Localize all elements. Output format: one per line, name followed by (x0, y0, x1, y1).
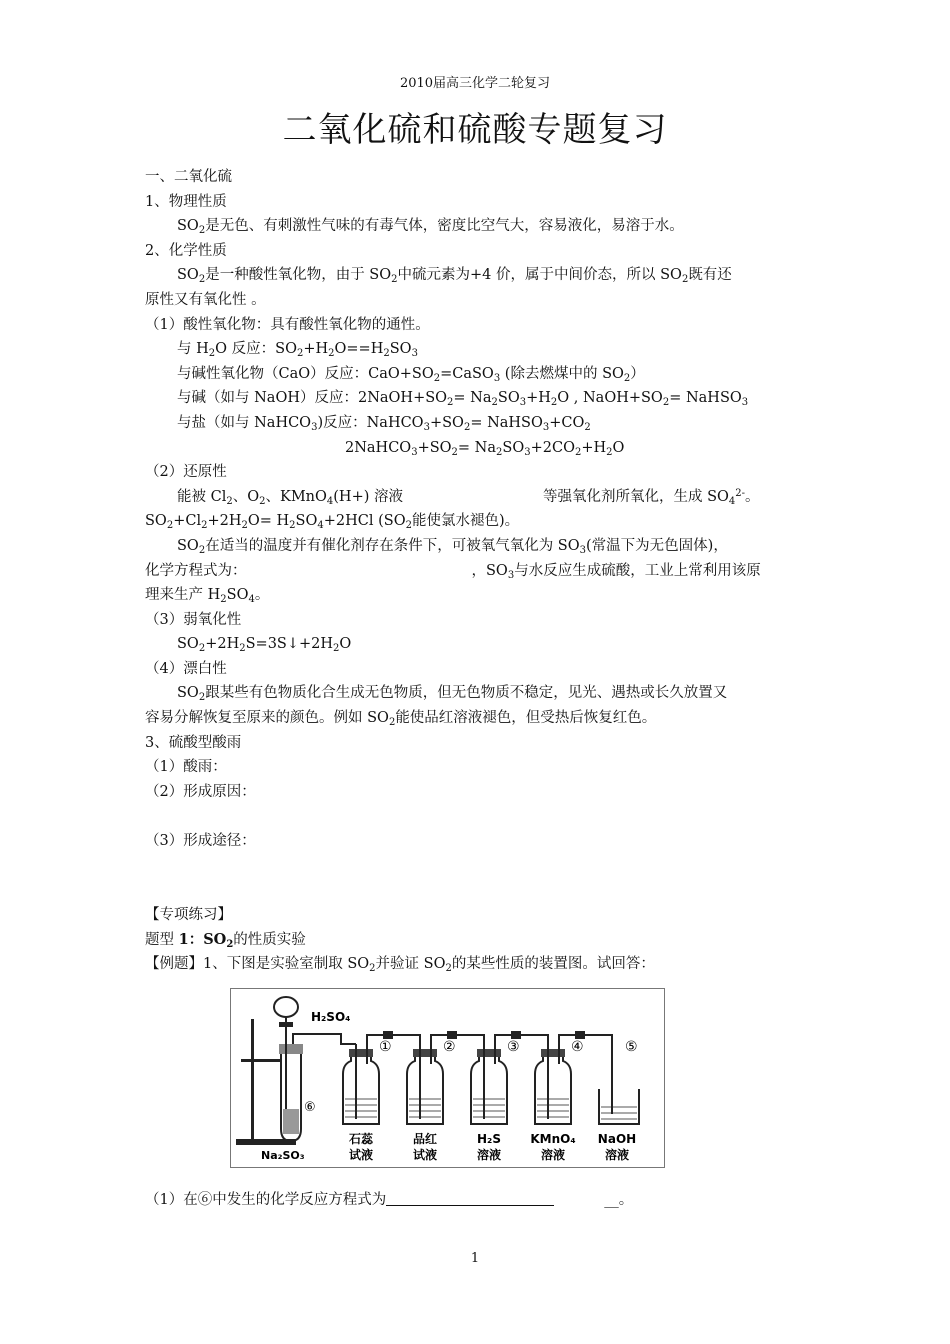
connector-tube (367, 1035, 420, 1044)
bottle-label: KMnO₄ (530, 1132, 576, 1146)
bleach-line-2: 容易分解恢复至原来的颜色。例如 $SO_2$能使品红溶液褪色，但受热后恢复红色。 (145, 710, 657, 729)
bottle-label: 石蕊 (348, 1132, 374, 1146)
equation-naoh: 与碱（如与 NaOH）反应：$2NaOH+SO_2= Na_2SO_3+H_2O$ , $NaOH+SO_2=$ NaHSO$_3$ (177, 390, 749, 409)
reduction-line-2: $SO_2+Cl_2+2H_2O= H_2SO_4+2HCl$ ($SO_2$能使氯水褪色)。 (145, 513, 520, 532)
subsection-heading: 2、化学性质 (145, 242, 227, 259)
wash-bottle (471, 1055, 507, 1124)
answer-blank[interactable] (386, 1191, 554, 1206)
na2so3-solid (283, 1109, 299, 1134)
blank-space (145, 854, 810, 903)
equation-cao: 与碱性氧化物（CaO）反应：$CaO+SO_2=CaSO_3$ (除去燃煤中的 $SO_2$） (177, 365, 645, 384)
reduction-line-1: 能被 $Cl_2$、$O_2$、KMnO$_4$(H+) 溶液 等强氧化剂所氧化，生成 $SO_4^{2-}$。 (177, 487, 760, 507)
apparatus-figure (230, 988, 665, 1168)
rubber-joint (511, 1031, 521, 1039)
bottle-number: ④ (571, 1039, 584, 1055)
flask-stopper (279, 1044, 303, 1054)
document-body (145, 165, 810, 977)
equation-salt: 与盐（如与 NaHCO$_3$)反应：$NaHCO_3+SO_2=$ $NaHSO_3+CO_2$ (177, 414, 591, 433)
bottle-number: ⑤ (625, 1039, 638, 1055)
bottle-stopper (541, 1049, 565, 1057)
wash-bottle (343, 1055, 379, 1124)
practice-heading: 【专项练习】 (145, 907, 232, 924)
question-type: 题型 1：$SO_2$的性质实验 (145, 930, 306, 950)
rubber-joint (447, 1031, 457, 1039)
acid-rain-item: （3）形成途径： (145, 833, 256, 850)
item-heading: （2）还原性 (145, 464, 227, 481)
question-1: （1）在⑥中发生的化学反应方程式为 __。 (145, 1192, 634, 1208)
paragraph-chemical-cont: 原性又有氧化性 。 (145, 291, 266, 308)
wash-bottle (535, 1055, 571, 1124)
bottle-stopper (413, 1049, 437, 1057)
bottle-label: H₂S (477, 1132, 501, 1146)
acid-rain-item: （2）形成原因： (145, 783, 256, 800)
bottle-label: NaOH (597, 1132, 637, 1146)
question-area (145, 1188, 810, 1213)
reduction-line-4: 化学方程式为： ，$SO_3$与水反应生成硫酸，工业上常利用该原 (145, 562, 761, 581)
item-heading: （1）酸性氧化物：具有酸性氧化物的通性。 (145, 316, 430, 333)
example-intro: 【例题】1、下图是实验室制取 $SO_2$并验证 $SO_2$的某些性质的装置图。试回答： (145, 956, 655, 975)
item-heading: （3）弱氧化性 (145, 611, 242, 628)
blank-space (145, 804, 810, 829)
equation-oxidation: $SO_2+2H_2S=3S↓+2H_2O$ (177, 636, 352, 655)
connector-tube (495, 1035, 548, 1044)
bottle-label: 溶液 (476, 1148, 502, 1162)
bottle-label: 溶液 (604, 1148, 630, 1162)
page-header: 2010届高三化学二轮复习 (399, 76, 551, 91)
subsection-heading: 3、硫酸型酸雨 (145, 734, 242, 751)
separatory-funnel (274, 997, 298, 1017)
generator-number: ⑥ (304, 1100, 316, 1115)
paragraph-physical: $SO_2$是无色、有刺激性气味的有毒气体，密度比空气大，容易液化，易溶于水。 (177, 218, 684, 237)
reduction-line-5: 理来生产 $H_2SO_4$。 (145, 587, 270, 606)
stand-clamp (241, 1059, 281, 1062)
bottle-number: ① (379, 1039, 392, 1055)
bleach-line-1: $SO_2$跟某些有色物质化合生成无色物质，但无色物质不稳定，见光、遇热或长久放置又 (177, 685, 728, 704)
equation-water: 与 $H_2O$ 反应：$SO_2+H_2O==H_2SO_3$ (177, 341, 418, 360)
section-heading: 一、二氧化硫 (145, 169, 232, 185)
bottle-stopper (349, 1049, 373, 1057)
wash-bottle (407, 1055, 443, 1124)
funnel-stopcock (279, 1022, 293, 1027)
connector-tube (431, 1035, 484, 1044)
equation-salt-2: $2NaHCO_3+SO_2= Na_2SO_3+2CO_2+H_2O$ (345, 439, 625, 458)
paragraph-chemical: $SO_2$是一种酸性氧化物，由于 $SO_2$中硫元素为+4 价，属于中间价态，所以 $SO_2$既有还 (177, 267, 732, 286)
bottle-number: ② (443, 1039, 456, 1055)
rubber-joint (383, 1031, 393, 1039)
wash-bottles (343, 1031, 639, 1162)
delivery-tube (293, 1034, 356, 1044)
subsection-heading: 1、物理性质 (145, 193, 227, 210)
bottle-label: 试液 (348, 1148, 374, 1162)
na2so3-label: Na₂SO₃ (261, 1149, 305, 1162)
reduction-line-3: $SO_2$在适当的温度并有催化剂存在条件下，可被氧气氧化为 $SO_3$(常温下为无色固体)， (177, 537, 728, 556)
bottle-label: 试液 (412, 1148, 438, 1162)
bottle-label: 溶液 (540, 1148, 566, 1162)
bottle-stopper (477, 1049, 501, 1057)
page-number: 1 (470, 1251, 480, 1266)
bottle-label: 品红 (412, 1132, 438, 1146)
connector-tube (559, 1035, 612, 1044)
page-title: 二氧化硫和硫酸专题复习 (282, 110, 668, 150)
item-heading: （4）漂白性 (145, 660, 227, 677)
acid-rain-item: （1）酸雨： (145, 759, 227, 776)
rubber-joint (575, 1031, 585, 1039)
bottle-number: ③ (507, 1039, 520, 1055)
apparatus-diagram (231, 989, 664, 1167)
h2so4-label: H₂SO₄ (311, 1010, 351, 1024)
stand-rod (251, 1019, 254, 1141)
